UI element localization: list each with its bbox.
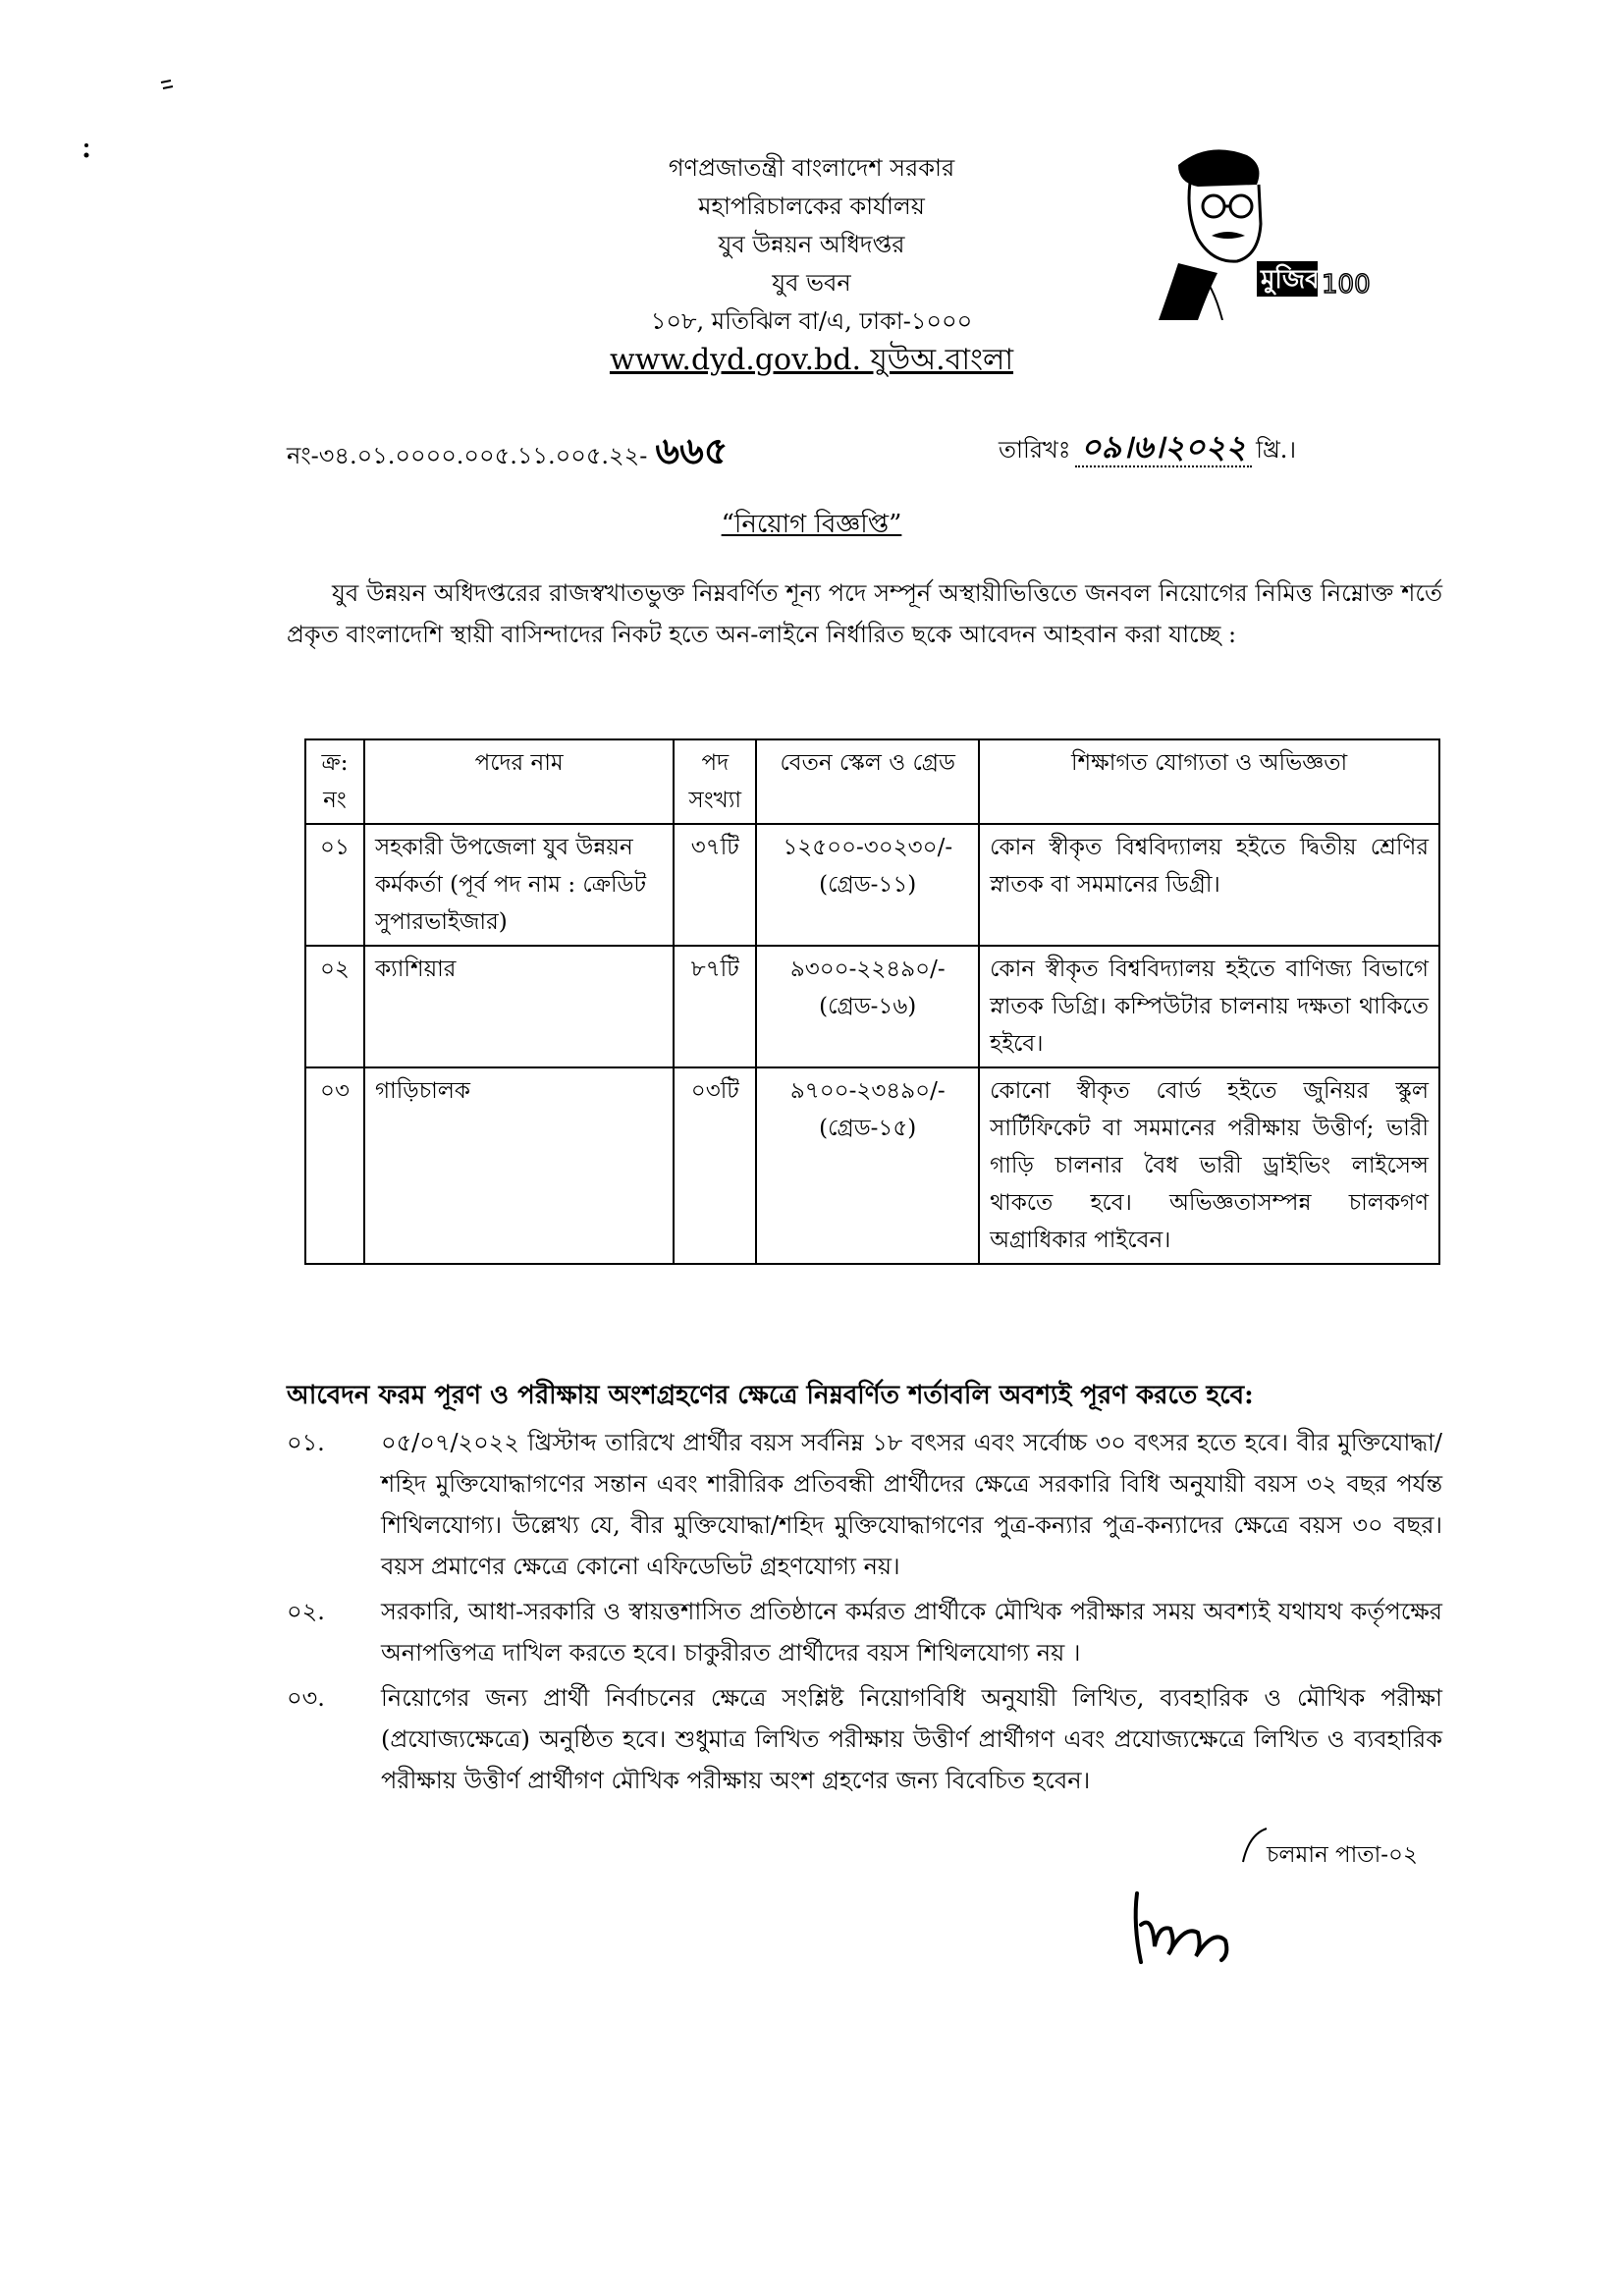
memo-date: [999, 422, 1296, 475]
continued-page-note: চলমান পাতা-০২: [1267, 1842, 1418, 1868]
cell-scale-value: ১২৫০০-৩০২৩০/-: [783, 835, 953, 860]
continued-arrow-icon: [1239, 1825, 1269, 1864]
cell-count: ৩৭টি: [674, 824, 756, 946]
cell-no: ০৩: [305, 1067, 364, 1264]
header-address: ১০৮, মতিঝিল বা/এ, ঢাকা-১০০০: [650, 307, 973, 335]
cell-count: ৮৭টি: [674, 946, 756, 1067]
scan-speck: [157, 77, 177, 96]
col-header-post: পদের নাম: [364, 739, 674, 824]
table-row: [305, 824, 1439, 946]
date-suffix: খ্রি.।: [1256, 436, 1297, 464]
intro-paragraph: যুব উন্নয়ন অধিদপ্তরের রাজস্বখাতভুক্ত নিম্নবর্ণিত শূন্য পদে সম্পূর্ন অস্থায়ীভিত্তিতে জনবল নিয়োগের নিমিত্ত নিম্নোক্ত শর্তে প্রকৃত বাংলাদেশি স্থায়ী বাসিন্দাদের নিকট হতে অন-লাইনে নির্ধারিত ছকে আবেদন আহবান করা যাচ্ছে :: [287, 579, 1442, 648]
col-header-scale: বেতন স্কেল ও গ্রেড: [756, 739, 979, 824]
condition-item: [287, 1591, 1442, 1673]
cell-scale: [756, 1067, 979, 1264]
header-building: যুব ভবন: [772, 269, 851, 297]
cell-post: ক্যাশিয়ার: [364, 946, 674, 1067]
header-govt: গণপ্রজাতন্ত্রী বাংলাদেশ সরকার: [668, 154, 955, 182]
table-row: [305, 946, 1439, 1067]
cell-qualification: কোন স্বীকৃত বিশ্ববিদ্যালয় হইতে বাণিজ্য বিভাগে স্নাতক ডিগ্রি। কম্পিউটার চালনায় দক্ষতা থাকিতে হইবে।: [979, 946, 1439, 1067]
cell-no: ০১: [305, 824, 364, 946]
memo-number-printed: নং-৩৪.০১.০০০০.০০৫.১১.০০৫.২২-: [287, 442, 648, 469]
svg-text:100: 100: [1322, 270, 1371, 300]
header-department: যুব উন্নয়ন অধিদপ্তর: [718, 231, 905, 258]
letterhead: [412, 149, 1211, 379]
handwritten-signature-icon: [1119, 1886, 1257, 1974]
table-row: [305, 1067, 1439, 1264]
condition-number: ০২.: [287, 1598, 325, 1625]
mujib-100-portrait-logo-icon: [1139, 145, 1384, 320]
cell-grade: (গ্রেড-১৫): [819, 1116, 917, 1141]
cell-scale: [756, 946, 979, 1067]
col-header-qualification: শিক্ষাগত যোগ্যতা ও অভিজ্ঞতা: [979, 739, 1439, 824]
scan-speck: [81, 141, 92, 159]
condition-text: ০৫/০৭/২০২২ খ্রিস্টাব্দ তারিখে প্রার্থীর বয়স সর্বনিম্ন ১৮ বৎসর এবং সর্বোচ্চ ৩০ বৎসর হতে হবে। বীর মুক্তিযোদ্ধা/শহিদ মুক্তিযোদ্ধাগণের সন্তান এবং শারীরিক প্রতিবন্ধী প্রার্থীদের ক্ষেত্রে সরকারি বিধি অনুযায়ী বয়স ৩২ বছর পর্যন্ত শিথিলযোগ্য। উল্লেখ্য যে, বীর মুক্তিযোদ্ধা/শহিদ মুক্তিযোদ্ধাগণের পুত্র-কন্যার পুত্র-কন্যাদের ক্ষেত্রে বয়স ৩০ বছর। বয়স প্রমাণের ক্ষেত্রে কোনো এফিডেভিট গ্রহণযোগ্য নয়।: [381, 1429, 1442, 1580]
cell-scale-value: ৯৩০০-২২৪৯০/-: [789, 957, 946, 982]
vacancy-table: [304, 738, 1440, 1265]
header-website: www.dyd.gov.bd. যুউঅ.বাংলা: [609, 343, 1014, 377]
cell-scale-value: ৯৭০০-২৩৪৯০/-: [789, 1078, 946, 1104]
condition-text: নিয়োগের জন্য প্রার্থী নির্বাচনের ক্ষেত্রে সংশ্লিষ্ট নিয়োগবিধি অনুযায়ী লিখিত, ব্যবহারিক ও মৌখিক পরীক্ষা (প্রযোজ্যক্ষেত্রে) অনুষ্ঠিত হবে। শুধুমাত্র লিখিত পরীক্ষায় উত্তীর্ণ প্রার্থীগণ এবং প্রযোজ্যক্ষেত্রে লিখিত ও ব্যবহারিক পরীক্ষায় উত্তীর্ণ প্রার্থীগণ মৌখিক পরীক্ষায় অংশ গ্রহণের জন্য বিবেচিত হবেন।: [381, 1684, 1442, 1794]
svg-text:মুজিব: মুজিব: [1261, 265, 1320, 295]
col-header-count: পদ সংখ্যা: [674, 739, 756, 824]
memo-number-handwritten: ৬৬৫: [655, 428, 729, 472]
condition-item: [287, 1422, 1442, 1587]
condition-number: ০১.: [287, 1429, 325, 1456]
cell-no: ০২: [305, 946, 364, 1067]
cell-count: ০৩টি: [674, 1067, 756, 1264]
cell-qualification: কোন স্বীকৃত বিশ্ববিদ্যালয় হইতে দ্বিতীয় শ্রেণির স্নাতক বা সমমানের ডিগ্রী।: [979, 824, 1439, 946]
date-handwritten: ০৯।৬।২০২২: [1075, 428, 1253, 467]
header-office: মহাপরিচালকের কার্যালয়: [698, 192, 925, 220]
date-label: তারিখঃ: [999, 436, 1071, 464]
condition-text: সরকারি, আধা-সরকারি ও স্বায়ত্তশাসিত প্রতিষ্ঠানে কর্মরত প্রার্থীকে মৌখিক পরীক্ষার সময় অবশ্যই যথাযথ কর্তৃপক্ষের অনাপত্তিপত্র দাখিল করতে হবে। চাকুরীরত প্রার্থীদের বয়স শিথিলযোগ্য নয় ।: [381, 1598, 1442, 1667]
cell-post: সহকারী উপজেলা যুব উন্নয়ন কর্মকর্তা (পূর্ব পদ নাম : ক্রেডিট সুপারভাইজার): [364, 824, 674, 946]
cell-grade: (গ্রেড-১১): [819, 872, 917, 898]
cell-grade: (গ্রেড-১৬): [819, 994, 917, 1019]
cell-qualification: কোনো স্বীকৃত বোর্ড হইতে জুনিয়র স্কুল সার্টিফিকেট বা সমমানের পরীক্ষায় উত্তীর্ণ; ভারী গাড়ি চালনার বৈধ ভারী ড্রাইভিং লাইসেন্স থাকতে হবে। অভিজ্ঞতাসম্পন্ন চালকগণ অগ্রাধিকার পাইবেন।: [979, 1067, 1439, 1264]
table-header-row: [305, 739, 1439, 824]
notice-title: “নিয়োগ বিজ্ঞপ্তি”: [721, 510, 902, 539]
condition-item: [287, 1677, 1442, 1801]
col-header-no: ক্র: নং: [305, 739, 364, 824]
cell-scale: [756, 824, 979, 946]
condition-number: ০৩.: [287, 1684, 325, 1712]
conditions-heading: আবেদন ফরম পূরণ ও পরীক্ষায় অংশগ্রহণের ক্ষেত্রে নিম্নবর্ণিত শর্তাবলি অবশ্যই পূরণ করতে হবে:: [287, 1381, 1254, 1410]
cell-post: গাড়িচালক: [364, 1067, 674, 1264]
memo-number: [287, 422, 728, 485]
